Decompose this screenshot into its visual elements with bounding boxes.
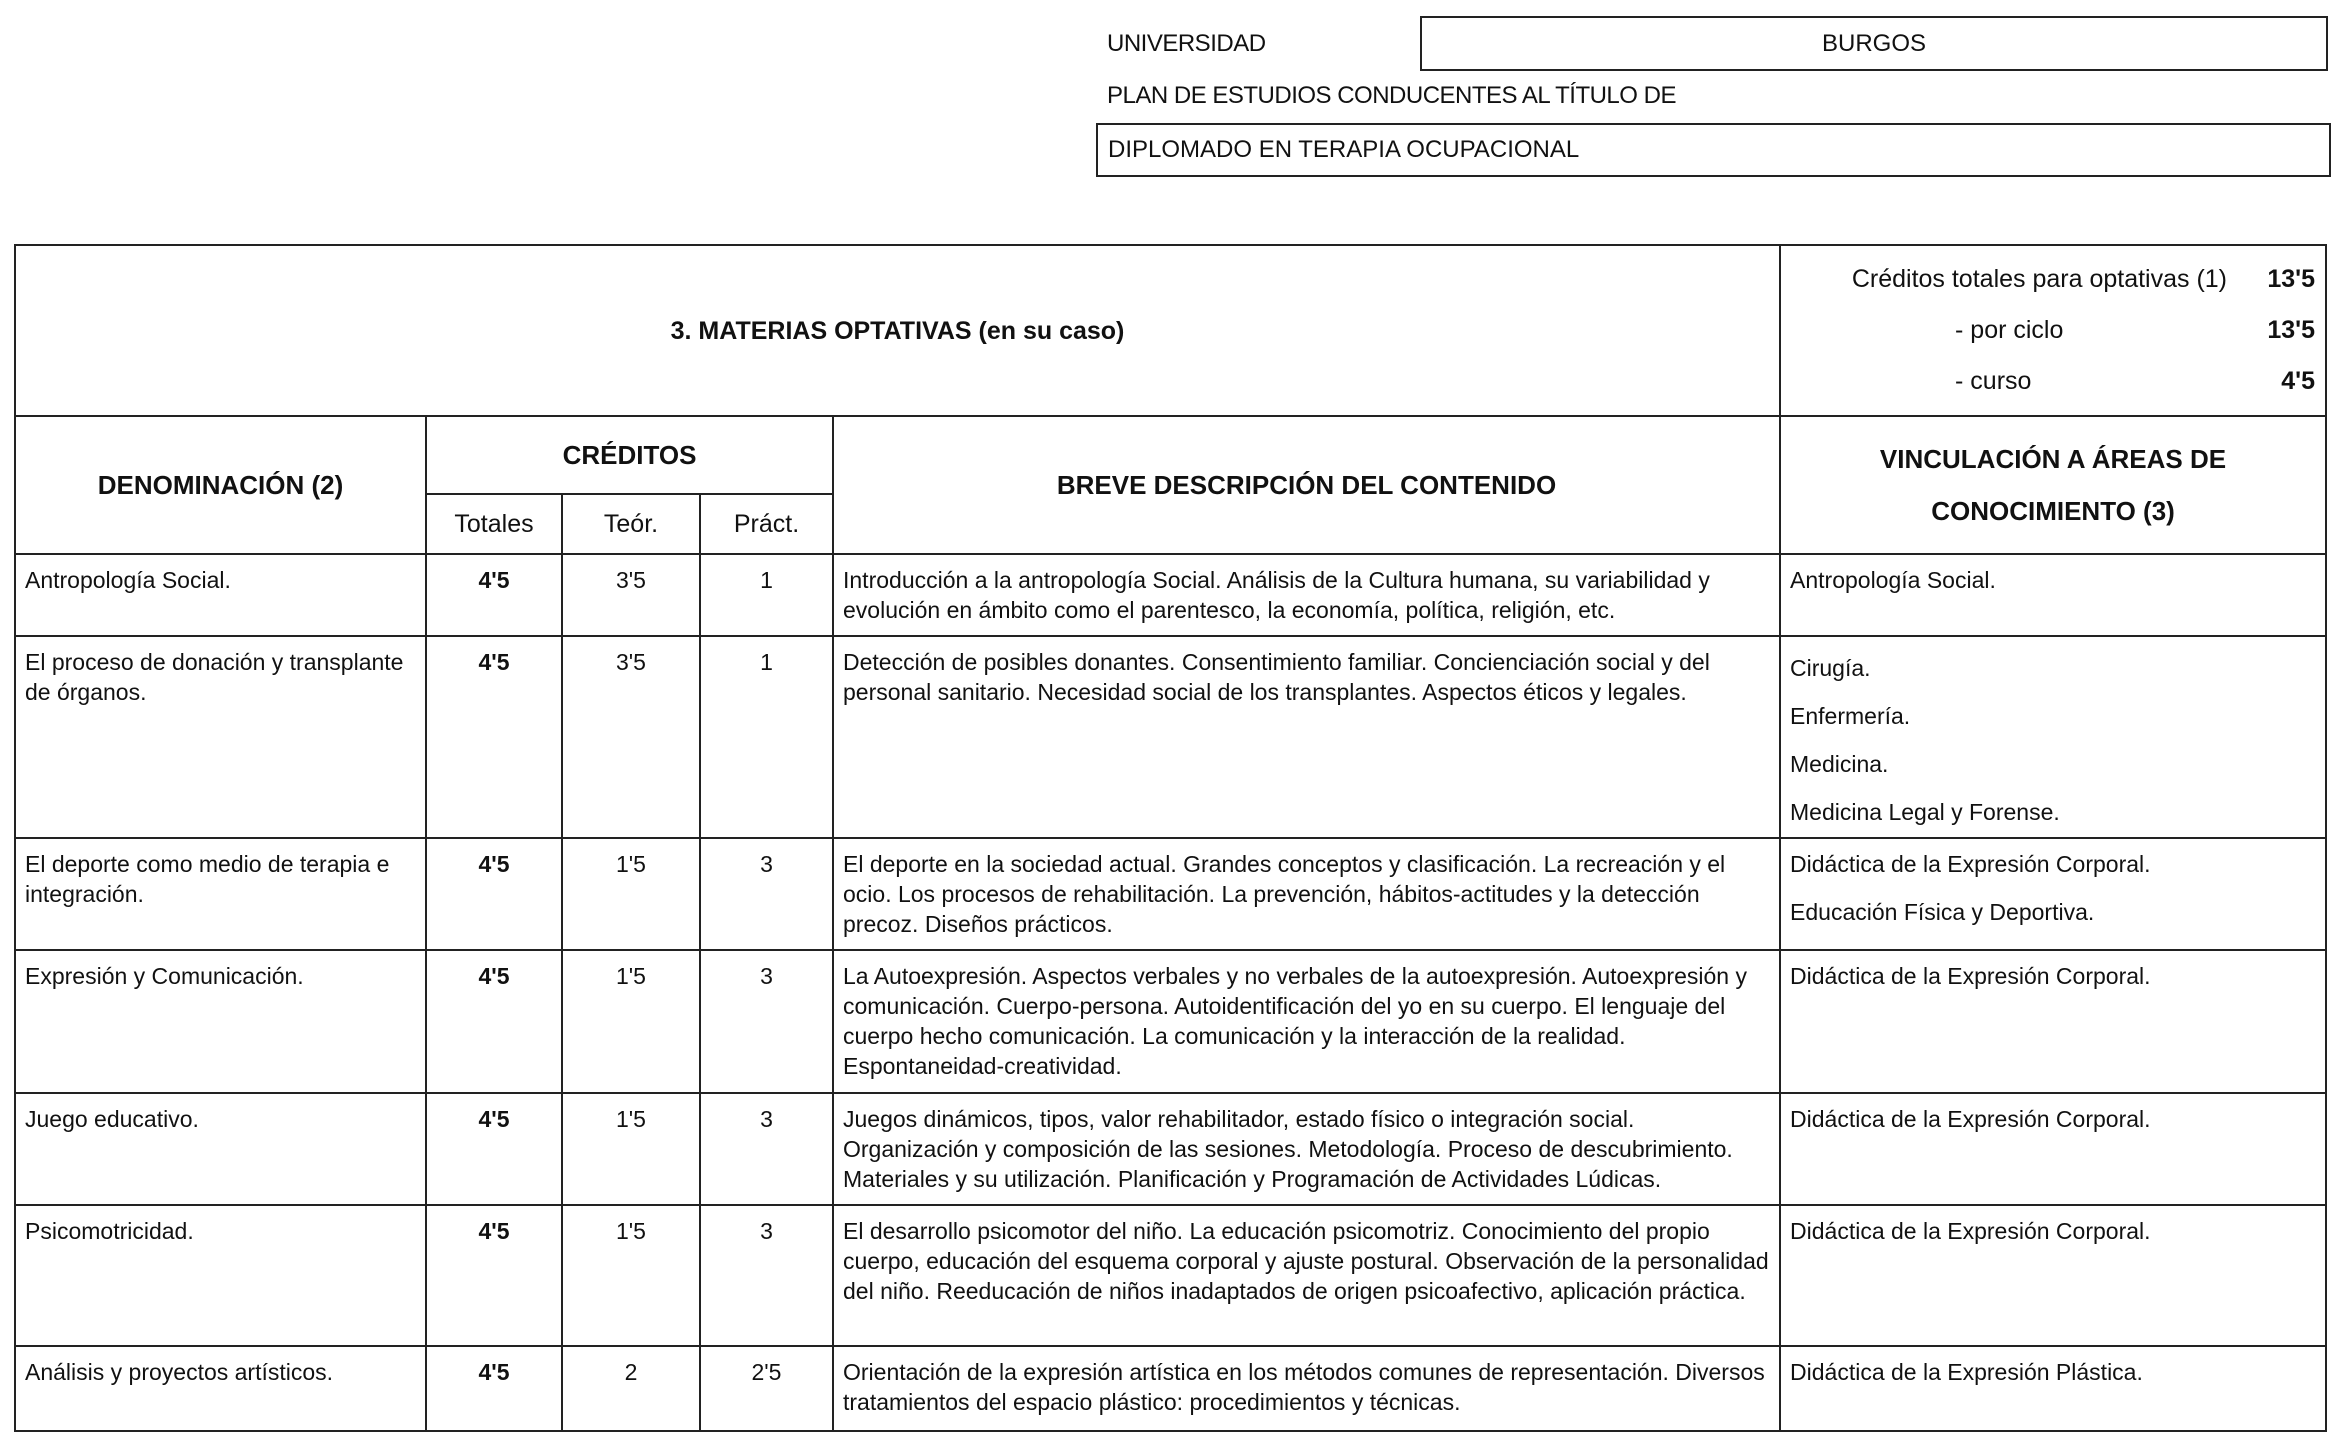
- col-vinculacion-line2: CONOCIMIENTO (3): [1931, 496, 2175, 526]
- credits-totales: 4'5: [426, 838, 562, 950]
- credits-teor: 1'5: [562, 1205, 700, 1346]
- area-item: Didáctica de la Expresión Corporal.: [1790, 963, 2151, 989]
- credits-pract: 1: [700, 554, 833, 636]
- credits-summary: [1780, 245, 2326, 416]
- subject-description: El deporte en la sociedad actual. Grandes conceptos y clasificación. La recreación y el ocio. Los procesos de rehabilitación. La prevención, hábitos-actitudes y la detección precoz. Diseños prácticos.: [833, 838, 1780, 950]
- table-row: [15, 1346, 2326, 1431]
- per-cycle-row: [1795, 305, 2315, 356]
- table-row: [15, 1205, 2326, 1346]
- table-row: [15, 1093, 2326, 1205]
- area-item: Didáctica de la Expresión Corporal.: [1790, 1218, 2151, 1244]
- area-item: Antropología Social.: [1790, 567, 1996, 593]
- credits-teor: 2: [562, 1346, 700, 1431]
- credits-pract: 2'5: [700, 1346, 833, 1431]
- subject-name: Antropología Social.: [15, 554, 426, 636]
- subject-name: Análisis y proyectos artísticos.: [15, 1346, 426, 1431]
- col-vinculacion: [1780, 416, 2326, 554]
- subject-areas: [1780, 1346, 2326, 1431]
- subject-description: La Autoexpresión. Aspectos verbales y no verbales de la autoexpresión. Autoexpresión y comunicación. Cuerpo-persona. Autoidentificación del yo en su cuerpo. El lenguaje del cuerpo hecho comunicación. La comunicación y la interacción de la realidad. Espontaneidad-creatividad.: [833, 950, 1780, 1093]
- subject-name: Psicomotricidad.: [15, 1205, 426, 1346]
- credits-totales: 4'5: [426, 1205, 562, 1346]
- per-course-label: - curso: [1955, 367, 2032, 395]
- subject-description: Juegos dinámicos, tipos, valor rehabilitador, estado físico o integración social. Organización y composición de las sesiones. Metodología. Proceso de descubrimiento. Materiales y su utilización. Planificación y Programación de Actividades Lúdicas.: [833, 1093, 1780, 1205]
- subject-areas: [1780, 636, 2326, 838]
- plan-label: PLAN DE ESTUDIOS CONDUCENTES AL TÍTULO DE: [1107, 82, 1676, 109]
- per-course-row: [1795, 356, 2315, 407]
- university-field: BURGOS: [1420, 16, 2328, 71]
- degree-title-field: DIPLOMADO EN TERAPIA OCUPACIONAL: [1096, 123, 2331, 177]
- credits-pract: 3: [700, 838, 833, 950]
- subject-areas: [1780, 1093, 2326, 1205]
- subject-name: El deporte como medio de terapia e integración.: [15, 838, 426, 950]
- col-teor: Teór.: [562, 494, 700, 554]
- credits-totales: 4'5: [426, 950, 562, 1093]
- subject-description: Introducción a la antropología Social. Análisis de la Cultura humana, su variabilidad y evolución en ámbito como el parentesco, la economía, política, religión, etc.: [833, 554, 1780, 636]
- area-item: Cirugía.: [1790, 655, 1871, 681]
- table-row: [15, 636, 2326, 838]
- credits-pract: 3: [700, 1093, 833, 1205]
- subject-areas: [1780, 950, 2326, 1093]
- area-item: Enfermería.: [1790, 703, 1911, 729]
- area-item: Medicina Legal y Forense.: [1790, 799, 2060, 825]
- credits-totales: 4'5: [426, 636, 562, 838]
- col-pract: Práct.: [700, 494, 833, 554]
- per-cycle-value: 13'5: [2267, 316, 2316, 344]
- optional-subjects-table: [14, 244, 2327, 1432]
- credits-pract: 3: [700, 1205, 833, 1346]
- credits-teor: 3'5: [562, 636, 700, 838]
- area-item: Didáctica de la Expresión Corporal.: [1790, 851, 2151, 877]
- credits-total-row: [1795, 254, 2315, 305]
- credits-teor: 3'5: [562, 554, 700, 636]
- credits-totales: 4'5: [426, 1346, 562, 1431]
- section-title: 3. MATERIAS OPTATIVAS (en su caso): [15, 245, 1780, 416]
- credits-totales: 4'5: [426, 554, 562, 636]
- subject-areas: [1780, 1205, 2326, 1346]
- credits-teor: 1'5: [562, 950, 700, 1093]
- col-totales: Totales: [426, 494, 562, 554]
- credits-total-label: Créditos totales para optativas (1): [1851, 265, 2228, 293]
- subject-name: El proceso de donación y transplante de órganos.: [15, 636, 426, 838]
- credits-teor: 1'5: [562, 1093, 700, 1205]
- table-row: [15, 554, 2326, 636]
- table-row: [15, 838, 2326, 950]
- area-item: Medicina.: [1790, 751, 1889, 777]
- subject-name: Juego educativo.: [15, 1093, 426, 1205]
- section-header-row: [15, 245, 2326, 416]
- col-denominacion: DENOMINACIÓN (2): [15, 416, 426, 554]
- subject-description: Detección de posibles donantes. Consentimiento familiar. Concienciación social y del personal sanitario. Necesidad social de los transplantes. Aspectos éticos y legales.: [833, 636, 1780, 838]
- subject-description: Orientación de la expresión artística en los métodos comunes de representación. Diversos tratamientos del espacio plástico: procedimientos y técnicas.: [833, 1346, 1780, 1431]
- table-row: [15, 950, 2326, 1093]
- subject-areas: [1780, 838, 2326, 950]
- subject-description: El desarrollo psicomotor del niño. La educación psicomotriz. Conocimiento del propio cuerpo, educación del esquema corporal y ajuste postural. Observación de la personalidad del niño. Reeducación de niños inadaptados de origen psicoafectivo, aplicación práctica.: [833, 1205, 1780, 1346]
- credits-teor: 1'5: [562, 838, 700, 950]
- subject-name: Expresión y Comunicación.: [15, 950, 426, 1093]
- per-cycle-label: - por ciclo: [1955, 316, 2064, 344]
- credits-totales: 4'5: [426, 1093, 562, 1205]
- subject-areas: [1780, 554, 2326, 636]
- area-item: Didáctica de la Expresión Corporal.: [1790, 1106, 2151, 1132]
- credits-pract: 3: [700, 950, 833, 1093]
- col-vinculacion-line1: VINCULACIÓN A ÁREAS DE: [1879, 444, 2227, 474]
- area-item: Didáctica de la Expresión Plástica.: [1790, 1359, 2143, 1385]
- col-descripcion: BREVE DESCRIPCIÓN DEL CONTENIDO: [833, 416, 1780, 554]
- col-creditos: CRÉDITOS: [426, 416, 833, 494]
- university-label: UNIVERSIDAD: [1107, 30, 1266, 57]
- credits-pract: 1: [700, 636, 833, 838]
- per-course-value: 4'5: [2281, 367, 2316, 395]
- column-header-row: [15, 416, 2326, 494]
- area-item: Educación Física y Deportiva.: [1790, 899, 2095, 925]
- credits-total-value: 13'5: [2267, 265, 2316, 293]
